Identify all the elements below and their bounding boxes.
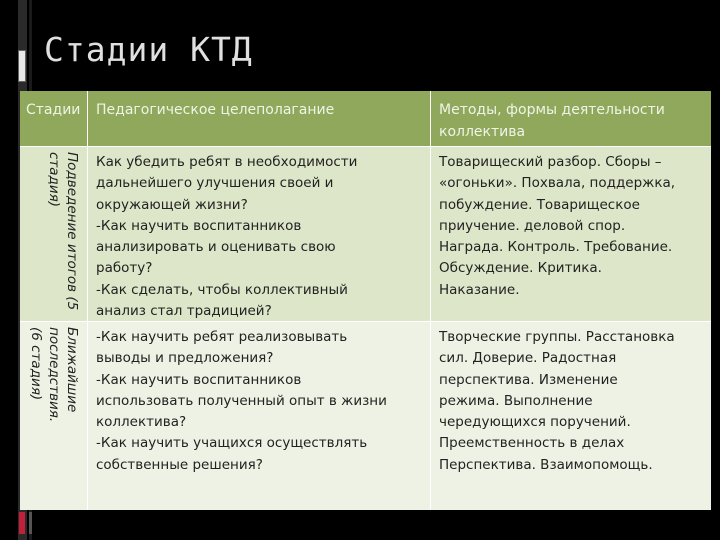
- stages-table: [20, 91, 711, 508]
- goals-text: Как убедить ребят в необходимости дальнейшего улучшения своей и окружающей жизни? -Как научить воспитанников анализировать и оценивать свою работу? -Как сделать, чтобы коллективный анализ стал традицией?: [96, 154, 358, 320]
- table-row: [20, 147, 711, 322]
- header-stage: Стадии: [20, 91, 88, 146]
- slide-title: Стадии КТД: [44, 30, 253, 69]
- decorative-bar-white: [18, 50, 26, 82]
- stage-label: Подведение итогов (5 стадия): [46, 152, 80, 311]
- decorative-bar-red: [19, 512, 25, 534]
- stage-cell: [20, 322, 88, 510]
- table-row: [20, 322, 711, 510]
- goals-cell: [88, 322, 431, 510]
- header-goals: Педагогическое целеполагание: [88, 91, 431, 146]
- methods-cell: [431, 147, 711, 321]
- header-methods: Методы, формы деятельности коллектива: [439, 102, 665, 140]
- table-header-row: [20, 91, 711, 147]
- methods-text: Товарищеский разбор. Сборы – «огоньки». Похвала, поддержка, побуждение. Товарищеское приучение. деловой спор. Награда. Контроль. Требование. Обсуждение. Критика. Наказание.: [439, 154, 676, 298]
- goals-text: -Как научить ребят реализовывать выводы и предложения? -Как научить воспитанников использовать полученный опыт в жизни коллектива? -Как научить учащихся осуществлять собственные решения?: [96, 329, 387, 473]
- stage-cell: [20, 147, 88, 321]
- decorative-bar-grey: [29, 512, 32, 534]
- methods-cell: [431, 322, 711, 510]
- goals-cell: [88, 147, 431, 321]
- stage-label: Ближайшие последствия. (6 стадия): [28, 327, 80, 423]
- methods-text: Творческие группы. Расстановка сил. Доверие. Радостная перспектива. Изменение режима. Выполнение чередующихся поручений. Преемственность в делах Перспектива. Взаимопомощь.: [439, 329, 675, 473]
